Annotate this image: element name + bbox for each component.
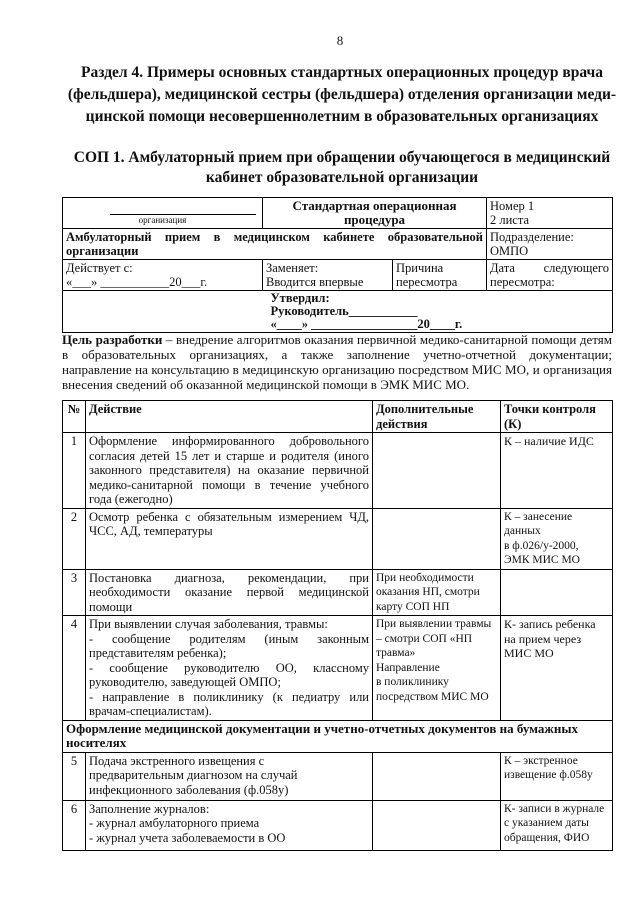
column-header-action: Действие bbox=[86, 401, 373, 433]
row-number: 1 bbox=[63, 433, 86, 509]
action-text: При выявлении случая заболевания, травмы: bbox=[89, 617, 328, 631]
action-line: инфекционного заболевания (ф.058у) bbox=[89, 782, 289, 797]
extra-action-cell bbox=[373, 616, 501, 721]
table-row bbox=[63, 616, 613, 721]
column-header-control bbox=[501, 401, 613, 433]
sop-header-table bbox=[62, 197, 613, 333]
control-point-cell bbox=[501, 508, 613, 569]
action-line: Заполнение журналов: bbox=[89, 801, 210, 816]
action-list-item: - сообщение родителям (иным законным представителям ребенка); bbox=[89, 631, 369, 660]
control-point-line: МИС МО bbox=[504, 646, 554, 660]
action-cell bbox=[86, 569, 373, 616]
table-header-row bbox=[63, 401, 613, 433]
sop-heading-line: кабинет образовательной организации bbox=[205, 169, 479, 186]
column-header-line: действия bbox=[376, 416, 428, 431]
extra-action-line: Направление bbox=[376, 661, 440, 674]
control-point-line: К – занесение bbox=[504, 510, 573, 523]
procedure-type-line: процедура bbox=[343, 212, 406, 227]
page-number: 8 bbox=[336, 33, 344, 48]
table-row bbox=[63, 569, 613, 616]
action-list-item: - журнал амбулаторного приема bbox=[89, 816, 260, 830]
document-number-cell bbox=[487, 198, 613, 229]
action-line: Подача экстренного извещения с bbox=[89, 753, 265, 768]
approved-label: Утвердил: bbox=[270, 291, 330, 305]
action-text: Осмотр ребенка с обязательным измерением ЧД, ЧСС, АД, температуры bbox=[89, 509, 369, 538]
row-number: 2 bbox=[63, 508, 86, 569]
sop-heading bbox=[44, 148, 640, 188]
replaces-value: Вводится впервые bbox=[266, 275, 364, 289]
extra-action-line: При необходимости bbox=[376, 571, 474, 584]
row-number: 4 bbox=[63, 616, 86, 721]
action-cell bbox=[86, 752, 373, 800]
procedure-title: Амбулаторный прием в медицинском кабинете образовательной организации bbox=[63, 229, 487, 260]
document-number: Номер 1 bbox=[490, 199, 535, 213]
control-point-line: ЭМК МИС МО bbox=[504, 554, 580, 566]
extra-action-line: посредством МИС МО bbox=[376, 690, 489, 703]
replaces-cell bbox=[263, 260, 393, 291]
column-header-line: (К) bbox=[504, 416, 522, 431]
department-cell bbox=[487, 229, 613, 260]
extra-action-cell bbox=[373, 508, 501, 569]
approver-line: Руководитель___________ bbox=[270, 304, 418, 318]
control-point-line: данных bbox=[504, 525, 541, 537]
effective-date: «___» ___________20___г. bbox=[66, 275, 208, 289]
table-row bbox=[63, 433, 613, 509]
sop-heading-line: СОП 1. Амбулаторный прием при обращении обучающегося в медицинский bbox=[73, 149, 611, 166]
extra-action-line: в поликлинику bbox=[376, 676, 449, 688]
extra-action-cell bbox=[373, 752, 501, 800]
control-point-cell bbox=[501, 800, 613, 850]
action-list-item: - журнал учета заболеваемости в ОО bbox=[89, 830, 286, 845]
header-row-type bbox=[63, 198, 613, 229]
control-point-line: в ф.026/у-2000, bbox=[504, 539, 579, 552]
revision-reason-cell: Причина пересмотра bbox=[393, 260, 487, 291]
replaces-label: Заменяет: bbox=[266, 261, 319, 275]
extra-action-line: карту СОП НП bbox=[376, 600, 450, 613]
column-header-number: № bbox=[63, 401, 86, 433]
control-point-cell bbox=[501, 569, 613, 616]
purpose-paragraph bbox=[62, 332, 612, 392]
approval-cell bbox=[263, 291, 613, 333]
next-revision-cell: Дата следующего пересмотра: bbox=[487, 260, 613, 291]
action-cell bbox=[86, 433, 373, 509]
purpose-label: Цель разработки bbox=[62, 332, 163, 347]
procedure-type-cell bbox=[263, 198, 487, 229]
action-cell bbox=[86, 800, 373, 850]
approval-date: «____» _________________20____г. bbox=[270, 317, 463, 331]
control-point-line: на прием через bbox=[504, 631, 582, 646]
header-row-dates bbox=[63, 260, 613, 291]
control-point-line: К- запись ребенка bbox=[504, 617, 596, 631]
extra-action-cell bbox=[373, 569, 501, 616]
column-header-line: Точки контроля bbox=[504, 402, 596, 416]
section-title: Оформление медицинской документации и учетно-отчетных документов на бумажных носителях bbox=[63, 720, 613, 752]
row-number: 5 bbox=[63, 752, 86, 800]
extra-action-line: травма» bbox=[376, 647, 416, 659]
section-heading-line: цинской помощи несовершеннолетним в образовательных организациях bbox=[85, 108, 599, 125]
procedure-steps-table bbox=[62, 400, 613, 851]
document-sheets: 2 листа bbox=[490, 213, 530, 227]
header-row-approval bbox=[63, 291, 613, 333]
row-number: 6 bbox=[63, 800, 86, 850]
control-point-line: К – экстренное bbox=[504, 754, 578, 767]
approval-spacer-cell bbox=[63, 291, 263, 333]
action-list-item: - направление в поликлинику (к педиатру или врачам-специалистам). bbox=[89, 689, 369, 718]
table-row bbox=[63, 800, 613, 850]
department-value: ОМПО bbox=[490, 244, 529, 258]
control-point-line: с указанием даты bbox=[504, 817, 589, 829]
action-text: Постановка диагноза, рекомендации, при необходимости оказание первой медицинской помощи bbox=[89, 570, 369, 614]
purpose-text: – внедрение алгоритмов оказания первичной медико-санитарной помощи детям в образовательных организациях, а также заполнение учетно-отчетной документации; направление на консультацию в медицинскую организацию посредством МИС МО, и организация внесения сведений об оказанной медицинской помощи в ЭМК МИС МО. bbox=[62, 332, 612, 392]
row-number: 3 bbox=[63, 569, 86, 616]
extra-action-line: – смотри СОП «НП bbox=[376, 632, 473, 645]
effective-cell bbox=[63, 260, 263, 291]
section-heading bbox=[44, 62, 640, 128]
column-header-line: Дополнительные bbox=[376, 402, 474, 416]
organization-cell bbox=[63, 198, 263, 229]
action-line: предварительным диагнозом на случай bbox=[89, 768, 298, 782]
section-heading-line: (фельдшера), медицинской сестры (фельдшера) отделения организации меди- bbox=[67, 86, 617, 103]
action-list-item: - сообщение руководителю ОО, классному руководителю, заведующей ОМПО; bbox=[89, 660, 369, 689]
control-point-cell bbox=[501, 616, 613, 721]
control-point-line: извещение ф.058у bbox=[504, 769, 593, 781]
column-header-extra bbox=[373, 401, 501, 433]
table-row bbox=[63, 508, 613, 569]
control-point-cell bbox=[501, 752, 613, 800]
control-point-line: К- записи в журнале bbox=[504, 802, 605, 815]
effective-label: Действует с: bbox=[66, 261, 133, 275]
organization-caption: организация bbox=[138, 215, 187, 225]
procedure-type-line: Стандартная операционная bbox=[292, 198, 457, 213]
extra-action-line: оказания НП, смотри bbox=[376, 586, 480, 598]
action-cell bbox=[86, 508, 373, 569]
action-text: Оформление информированного добровольного согласия детей 15 лет и старше и родителя (иного законного представителя) на оказание первичной медико-санитарной помощи в течение учебного года (ежегодно) bbox=[89, 434, 369, 506]
control-point-cell bbox=[501, 433, 613, 509]
extra-action-cell bbox=[373, 433, 501, 509]
table-section-row bbox=[63, 720, 613, 752]
control-point-line: К – наличие ИДС bbox=[504, 434, 594, 448]
action-cell bbox=[86, 616, 373, 721]
extra-action-line: При выявлении травмы bbox=[376, 618, 492, 630]
control-point-line: обращения, ФИО bbox=[504, 831, 590, 844]
extra-action-cell bbox=[373, 800, 501, 850]
table-row bbox=[63, 752, 613, 800]
section-heading-line: Раздел 4. Примеры основных стандартных операционных процедур врача bbox=[81, 64, 603, 81]
header-row-title bbox=[63, 229, 613, 260]
department-label: Подразделение: bbox=[490, 230, 574, 244]
